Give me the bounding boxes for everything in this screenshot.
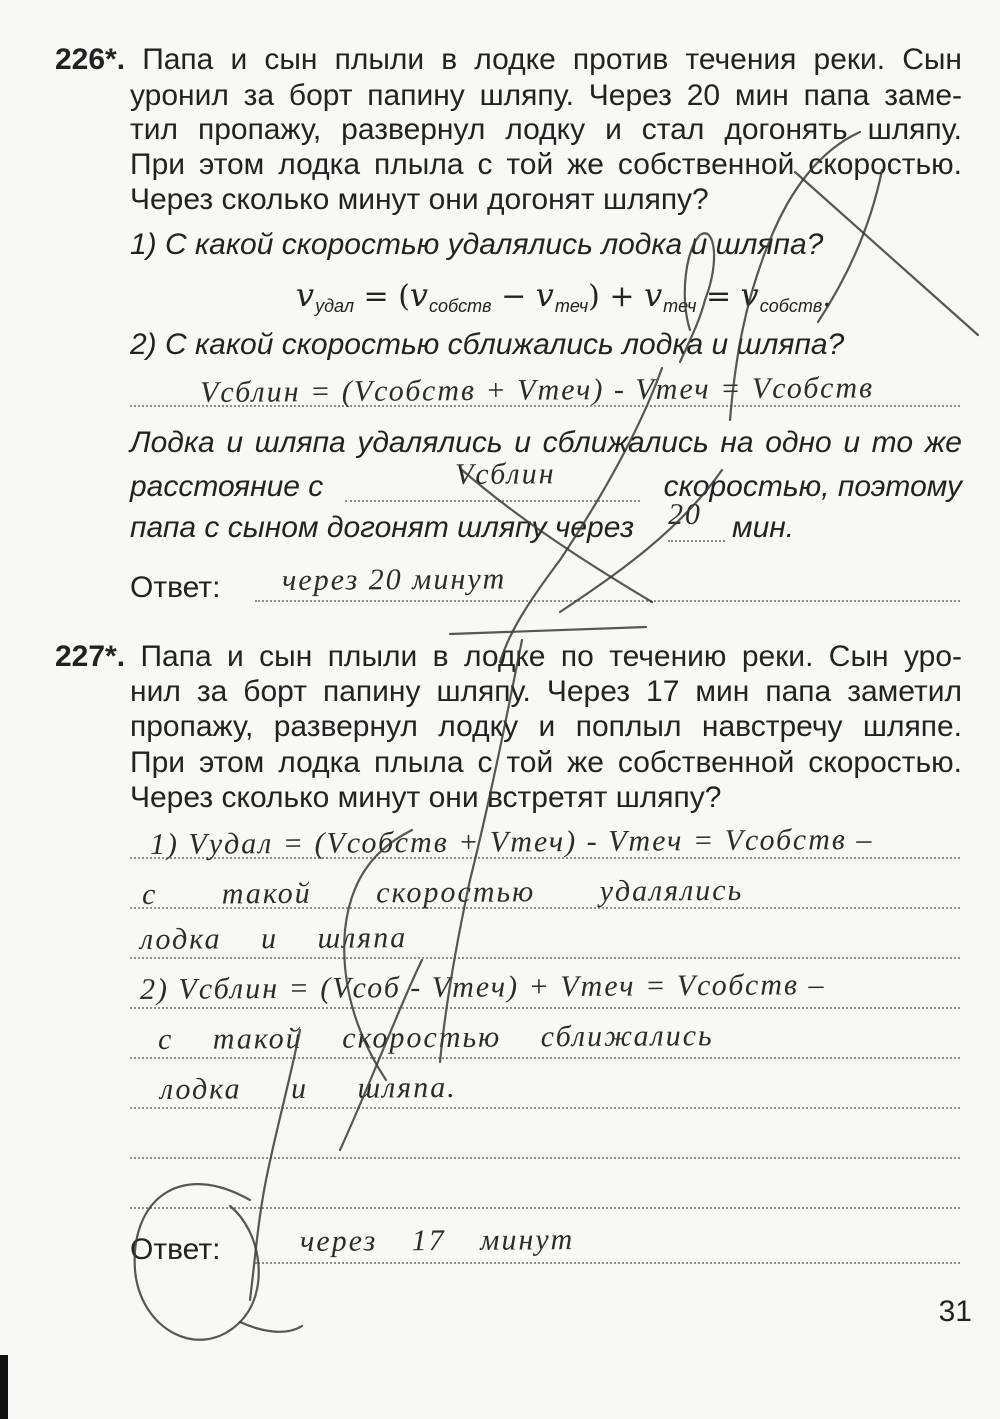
- handwritten-blank-minutes: 20: [667, 497, 703, 531]
- formula-sub-1: удал: [315, 296, 354, 316]
- task-227-text-line-4: При этом лодка плыла с той же собственной скоростью.: [130, 746, 962, 779]
- formula-op-5: .: [822, 279, 832, 314]
- task-227-text-line-1: Папа и сын плыли в лодке по течению реки. Сын уро-: [140, 640, 962, 673]
- task-227-number: 227*.: [55, 640, 126, 673]
- answer-dots-227: [255, 1262, 960, 1264]
- task-226-question-1: 1) С какой скоростью удалялись лодка и шляпа?: [130, 228, 824, 261]
- task-226-text-line-5: Через сколько минут они догонят шляпу?: [130, 183, 709, 216]
- formula-op-2: −: [491, 279, 536, 314]
- task-227-solution-row-6: лодка и шляпа.: [159, 1070, 457, 1106]
- scrawl-stroke: [450, 627, 646, 634]
- task-226-text-line-2: уронил за борт папину шляпу. Через 20 мин папа заме-: [130, 79, 962, 112]
- task-227-handwritten-answer: через 17 минут: [299, 1223, 575, 1258]
- formula-sub-2: собств: [429, 296, 492, 316]
- task-226-conclusion-line-3-end: мин.: [732, 511, 795, 544]
- formula-op-1: = (: [354, 279, 410, 314]
- answer-dots-226: [255, 600, 960, 602]
- task-226-handwritten-answer: через 20 минут: [281, 562, 507, 597]
- handwritten-blank-speed: Vсблин: [454, 457, 556, 491]
- velocity-formula: [296, 275, 832, 326]
- solution-dots-line: [130, 957, 960, 959]
- task-226-conclusion-line-2-start: расстояние с: [130, 470, 324, 503]
- task-226-conclusion-line-2-end: скоростью, поэтому: [663, 470, 962, 503]
- task-227-text-line-5: Через сколько минут они встретят шляпу?: [130, 781, 722, 814]
- task-226-handwritten-answer-2: Vсблин = (Vсобств + Vтеч) - Vтеч = Vсобств: [199, 371, 875, 409]
- formula-sub-4: теч: [663, 296, 697, 316]
- formula-sub-5: собств: [759, 296, 823, 316]
- task-227-solution-row-3: лодка и шляпа: [139, 921, 408, 956]
- task-227-solution-row-5: с такой скоростью сближались: [157, 1019, 714, 1056]
- formula-v-5: v: [740, 276, 759, 314]
- task-227-answer-label: Ответ:: [130, 1233, 221, 1266]
- task-226-question-2: 2) С какой скоростью сближались лодка и шляпа?: [130, 328, 845, 361]
- scan-edge-mark: [0, 1355, 8, 1419]
- formula-op-3: ) +: [588, 279, 645, 314]
- task-226-number: 226*.: [55, 43, 126, 76]
- formula-v-2: v: [409, 276, 428, 314]
- task-226-conclusion-line-1: Лодка и шляпа удалялись и сближались на одно и то же: [130, 426, 962, 459]
- blank-dots-speed: [345, 500, 640, 502]
- task-227-solution-row-1: 1) Vудал = (Vсобств + Vтеч) - Vтеч = Vсобств –: [149, 822, 874, 861]
- solution-dots-line: [130, 1007, 960, 1009]
- task-226-text-line-1: Папа и сын плыли в лодке против течения реки. Сын: [142, 43, 962, 76]
- task-227-solution-row-4: 2) Vсблин = (Vсоб - Vтеч) + Vтеч = Vсобств –: [139, 968, 826, 1006]
- task-226-line-1: [55, 43, 962, 77]
- task-226-text-line-3: тил пропажу, развернул лодку и стал догонять шляпу.: [130, 113, 962, 146]
- solution-dots-line: [130, 1157, 960, 1159]
- task-227-text-line-2: нил за борт папину шляпу. Через 17 мин папа заметил: [130, 675, 962, 708]
- task-227-line-1: [55, 640, 962, 674]
- blank-dots-minutes: [668, 540, 725, 542]
- task-226-text-line-4: При этом лодка плыла с той же собственной скоростью.: [130, 148, 962, 181]
- task-227-solution-row-2: с такой скоростью удалялись: [141, 873, 744, 911]
- page-number: 31: [938, 1295, 972, 1328]
- scrawl-stroke: [250, 1030, 300, 1300]
- formula-v-1: v: [296, 276, 315, 314]
- formula-sub-3: теч: [554, 296, 589, 316]
- formula-op-4: =: [696, 279, 741, 314]
- scrawl-stroke: [240, 1322, 302, 1332]
- task-227-text-line-3: пропажу, развернул лодку и поплыл навстречу шляпе.: [130, 710, 962, 743]
- formula-v-3: v: [535, 276, 554, 314]
- task-226-answer-label: Ответ:: [130, 571, 221, 604]
- solution-dots-line: [130, 1057, 960, 1059]
- formula-v-4: v: [644, 276, 663, 314]
- task-226-conclusion-line-3-start: папа с сыном догонят шляпу через: [130, 511, 635, 544]
- solution-dots-line: [130, 1107, 960, 1109]
- solution-dots-line: [130, 1207, 960, 1209]
